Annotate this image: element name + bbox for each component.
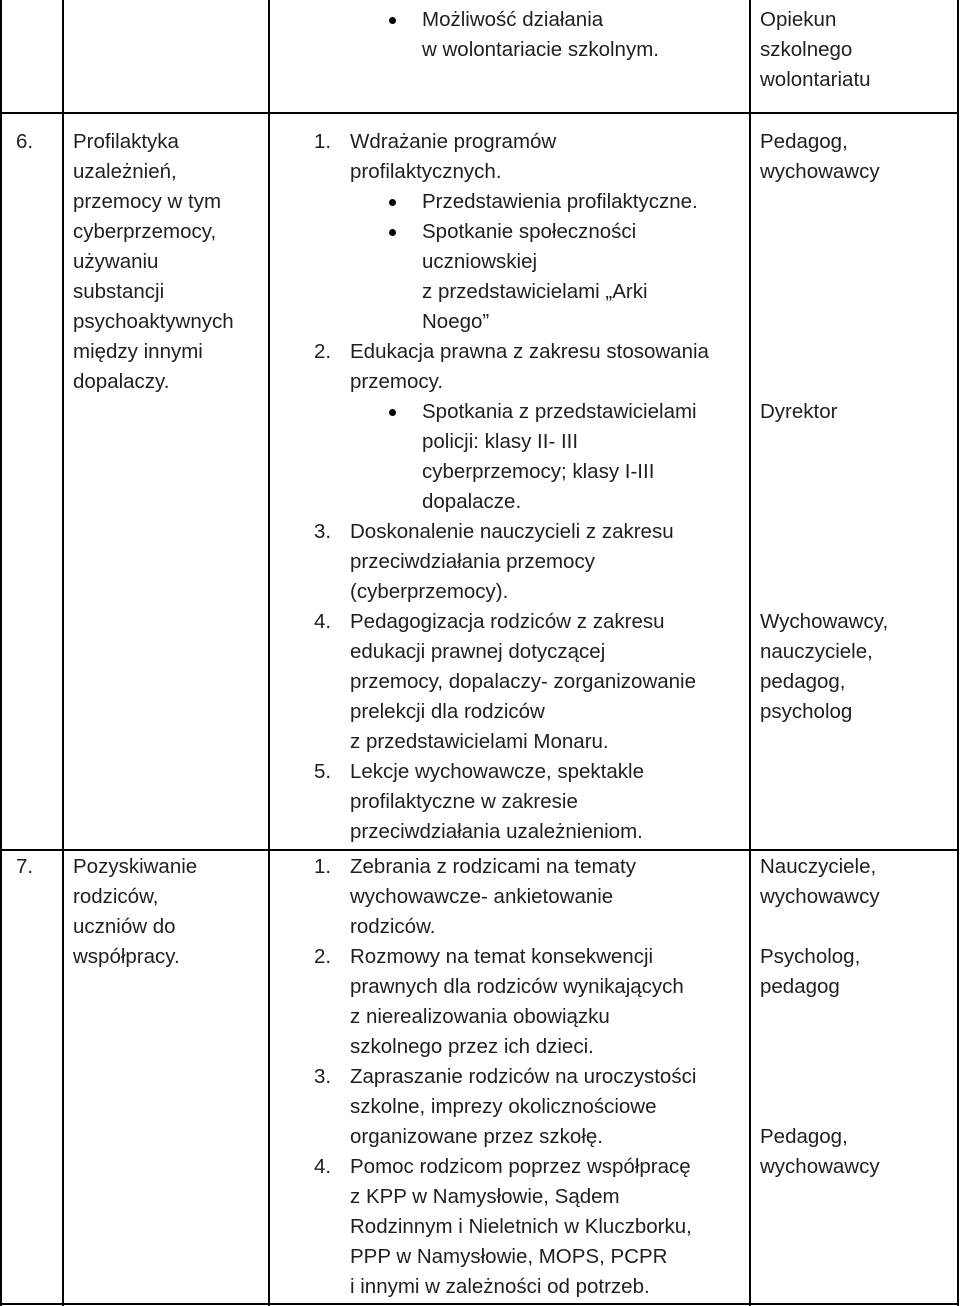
task-line: Edukacja prawna z zakresu stosowania xyxy=(350,340,709,363)
responsible-line: psycholog xyxy=(760,700,853,723)
bullet-icon xyxy=(389,229,396,236)
task-line: i innymi w zależności od potrzeb. xyxy=(350,1275,650,1298)
topic-line: rodziców, xyxy=(73,885,159,908)
responsible-line: szkolnego xyxy=(760,38,853,61)
task-line: z przedstawicielami „Arki xyxy=(422,280,648,303)
topic-line: współpracy. xyxy=(73,945,180,968)
column-divider xyxy=(0,0,2,1306)
task-line: Noego” xyxy=(422,310,490,333)
task-line: z przedstawicielami Monaru. xyxy=(350,730,609,753)
topic-line: cyberprzemocy, xyxy=(73,220,217,243)
task-line: Lekcje wychowawcze, spektakle xyxy=(350,760,644,783)
task-line: wychowawcze- ankietowanie xyxy=(350,885,614,908)
topic-line: dopalaczy. xyxy=(73,370,170,393)
responsible-line: wychowawcy xyxy=(760,1155,880,1178)
task-line: Możliwość działania xyxy=(422,8,604,31)
task-number: 2. xyxy=(314,340,332,363)
responsible-line: Dyrektor xyxy=(760,400,838,423)
responsible-line: Nauczyciele, xyxy=(760,855,877,878)
responsible-line: Pedagog, xyxy=(760,1125,848,1148)
task-line: przemocy. xyxy=(350,370,444,393)
task-line: cyberprzemocy; klasy I-III xyxy=(422,460,655,483)
task-line: przeciwdziałania przemocy xyxy=(350,550,595,573)
task-line: Rodzinnym i Nieletnich w Kluczborku, xyxy=(350,1215,692,1238)
task-line: prelekcji dla rodziców xyxy=(350,700,545,723)
topic-line: Profilaktyka xyxy=(73,130,179,153)
task-line: przemocy, dopalaczy- zorganizowanie xyxy=(350,670,697,693)
task-line: (cyberprzemocy). xyxy=(350,580,509,603)
task-line: w wolontariacie szkolnym. xyxy=(422,38,659,61)
bullet-icon xyxy=(389,409,396,416)
task-line: z KPP w Namysłowie, Sądem xyxy=(350,1185,620,1208)
bullet-icon xyxy=(389,199,396,206)
topic-number: 7. xyxy=(16,855,34,878)
responsible-line: Wychowawcy, xyxy=(760,610,889,633)
task-number: 3. xyxy=(314,520,332,543)
task-line: Doskonalenie nauczycieli z zakresu xyxy=(350,520,674,543)
topic-number: 6. xyxy=(16,130,34,153)
task-line: PPP w Namysłowie, MOPS, PCPR xyxy=(350,1245,668,1268)
responsible-line: wychowawcy xyxy=(760,885,880,908)
task-line: rodziców. xyxy=(350,915,436,938)
task-line: edukacji prawnej dotyczącej xyxy=(350,640,606,663)
task-line: Zapraszanie rodziców na uroczystości xyxy=(350,1065,697,1088)
topic-line: uzależnień, xyxy=(73,160,177,183)
task-number: 1. xyxy=(314,130,332,153)
task-line: przeciwdziałania uzależnieniom. xyxy=(350,820,643,843)
responsible-line: wolontariatu xyxy=(760,68,871,91)
topic-line: substancji xyxy=(73,280,165,303)
task-number: 4. xyxy=(314,610,332,633)
row-divider xyxy=(0,849,959,851)
task-line: Pomoc rodzicom poprzez współpracę xyxy=(350,1155,691,1178)
topic-line: psychoaktywnych xyxy=(73,310,234,333)
task-line: dopalacze. xyxy=(422,490,522,513)
topic-line: Pozyskiwanie xyxy=(73,855,198,878)
topic-line: między innymi xyxy=(73,340,203,363)
task-line: policji: klasy II- III xyxy=(422,430,579,453)
task-line: Rozmowy na temat konsekwencji xyxy=(350,945,654,968)
responsible-line: Psycholog, xyxy=(760,945,861,968)
task-line: prawnych dla rodziców wynikających xyxy=(350,975,684,998)
task-number: 1. xyxy=(314,855,332,878)
task-line: Wdrażanie programów xyxy=(350,130,557,153)
topic-line: używaniu xyxy=(73,250,159,273)
task-line: szkolnego przez ich dzieci. xyxy=(350,1035,594,1058)
row-divider xyxy=(0,1303,959,1305)
task-line: Spotkanie społeczności xyxy=(422,220,637,243)
row-divider xyxy=(0,112,959,114)
column-divider xyxy=(62,0,64,1306)
topic-line: uczniów do xyxy=(73,915,176,938)
task-line: Przedstawienia profilaktyczne. xyxy=(422,190,698,213)
task-line: szkolne, imprezy okolicznościowe xyxy=(350,1095,657,1118)
task-number: 3. xyxy=(314,1065,332,1088)
task-number: 4. xyxy=(314,1155,332,1178)
task-line: organizowane przez szkołę. xyxy=(350,1125,603,1148)
column-divider xyxy=(749,0,751,1306)
responsible-line: wychowawcy xyxy=(760,160,880,183)
topic-line: przemocy w tym xyxy=(73,190,222,213)
column-divider xyxy=(268,0,270,1306)
responsible-line: Pedagog, xyxy=(760,130,848,153)
task-line: Spotkania z przedstawicielami xyxy=(422,400,697,423)
task-line: profilaktycznych. xyxy=(350,160,502,183)
responsible-line: nauczyciele, xyxy=(760,640,873,663)
task-number: 5. xyxy=(314,760,332,783)
responsible-line: pedagog xyxy=(760,975,840,998)
task-line: profilaktyczne w zakresie xyxy=(350,790,578,813)
column-divider xyxy=(957,0,959,1306)
task-number: 2. xyxy=(314,945,332,968)
responsible-line: Opiekun xyxy=(760,8,837,31)
bullet-icon xyxy=(389,17,396,24)
task-line: Pedagogizacja rodziców z zakresu xyxy=(350,610,665,633)
task-line: uczniowskiej xyxy=(422,250,538,273)
task-line: Zebrania z rodzicami na tematy xyxy=(350,855,636,878)
task-line: z nierealizowania obowiązku xyxy=(350,1005,610,1028)
responsible-line: pedagog, xyxy=(760,670,846,693)
